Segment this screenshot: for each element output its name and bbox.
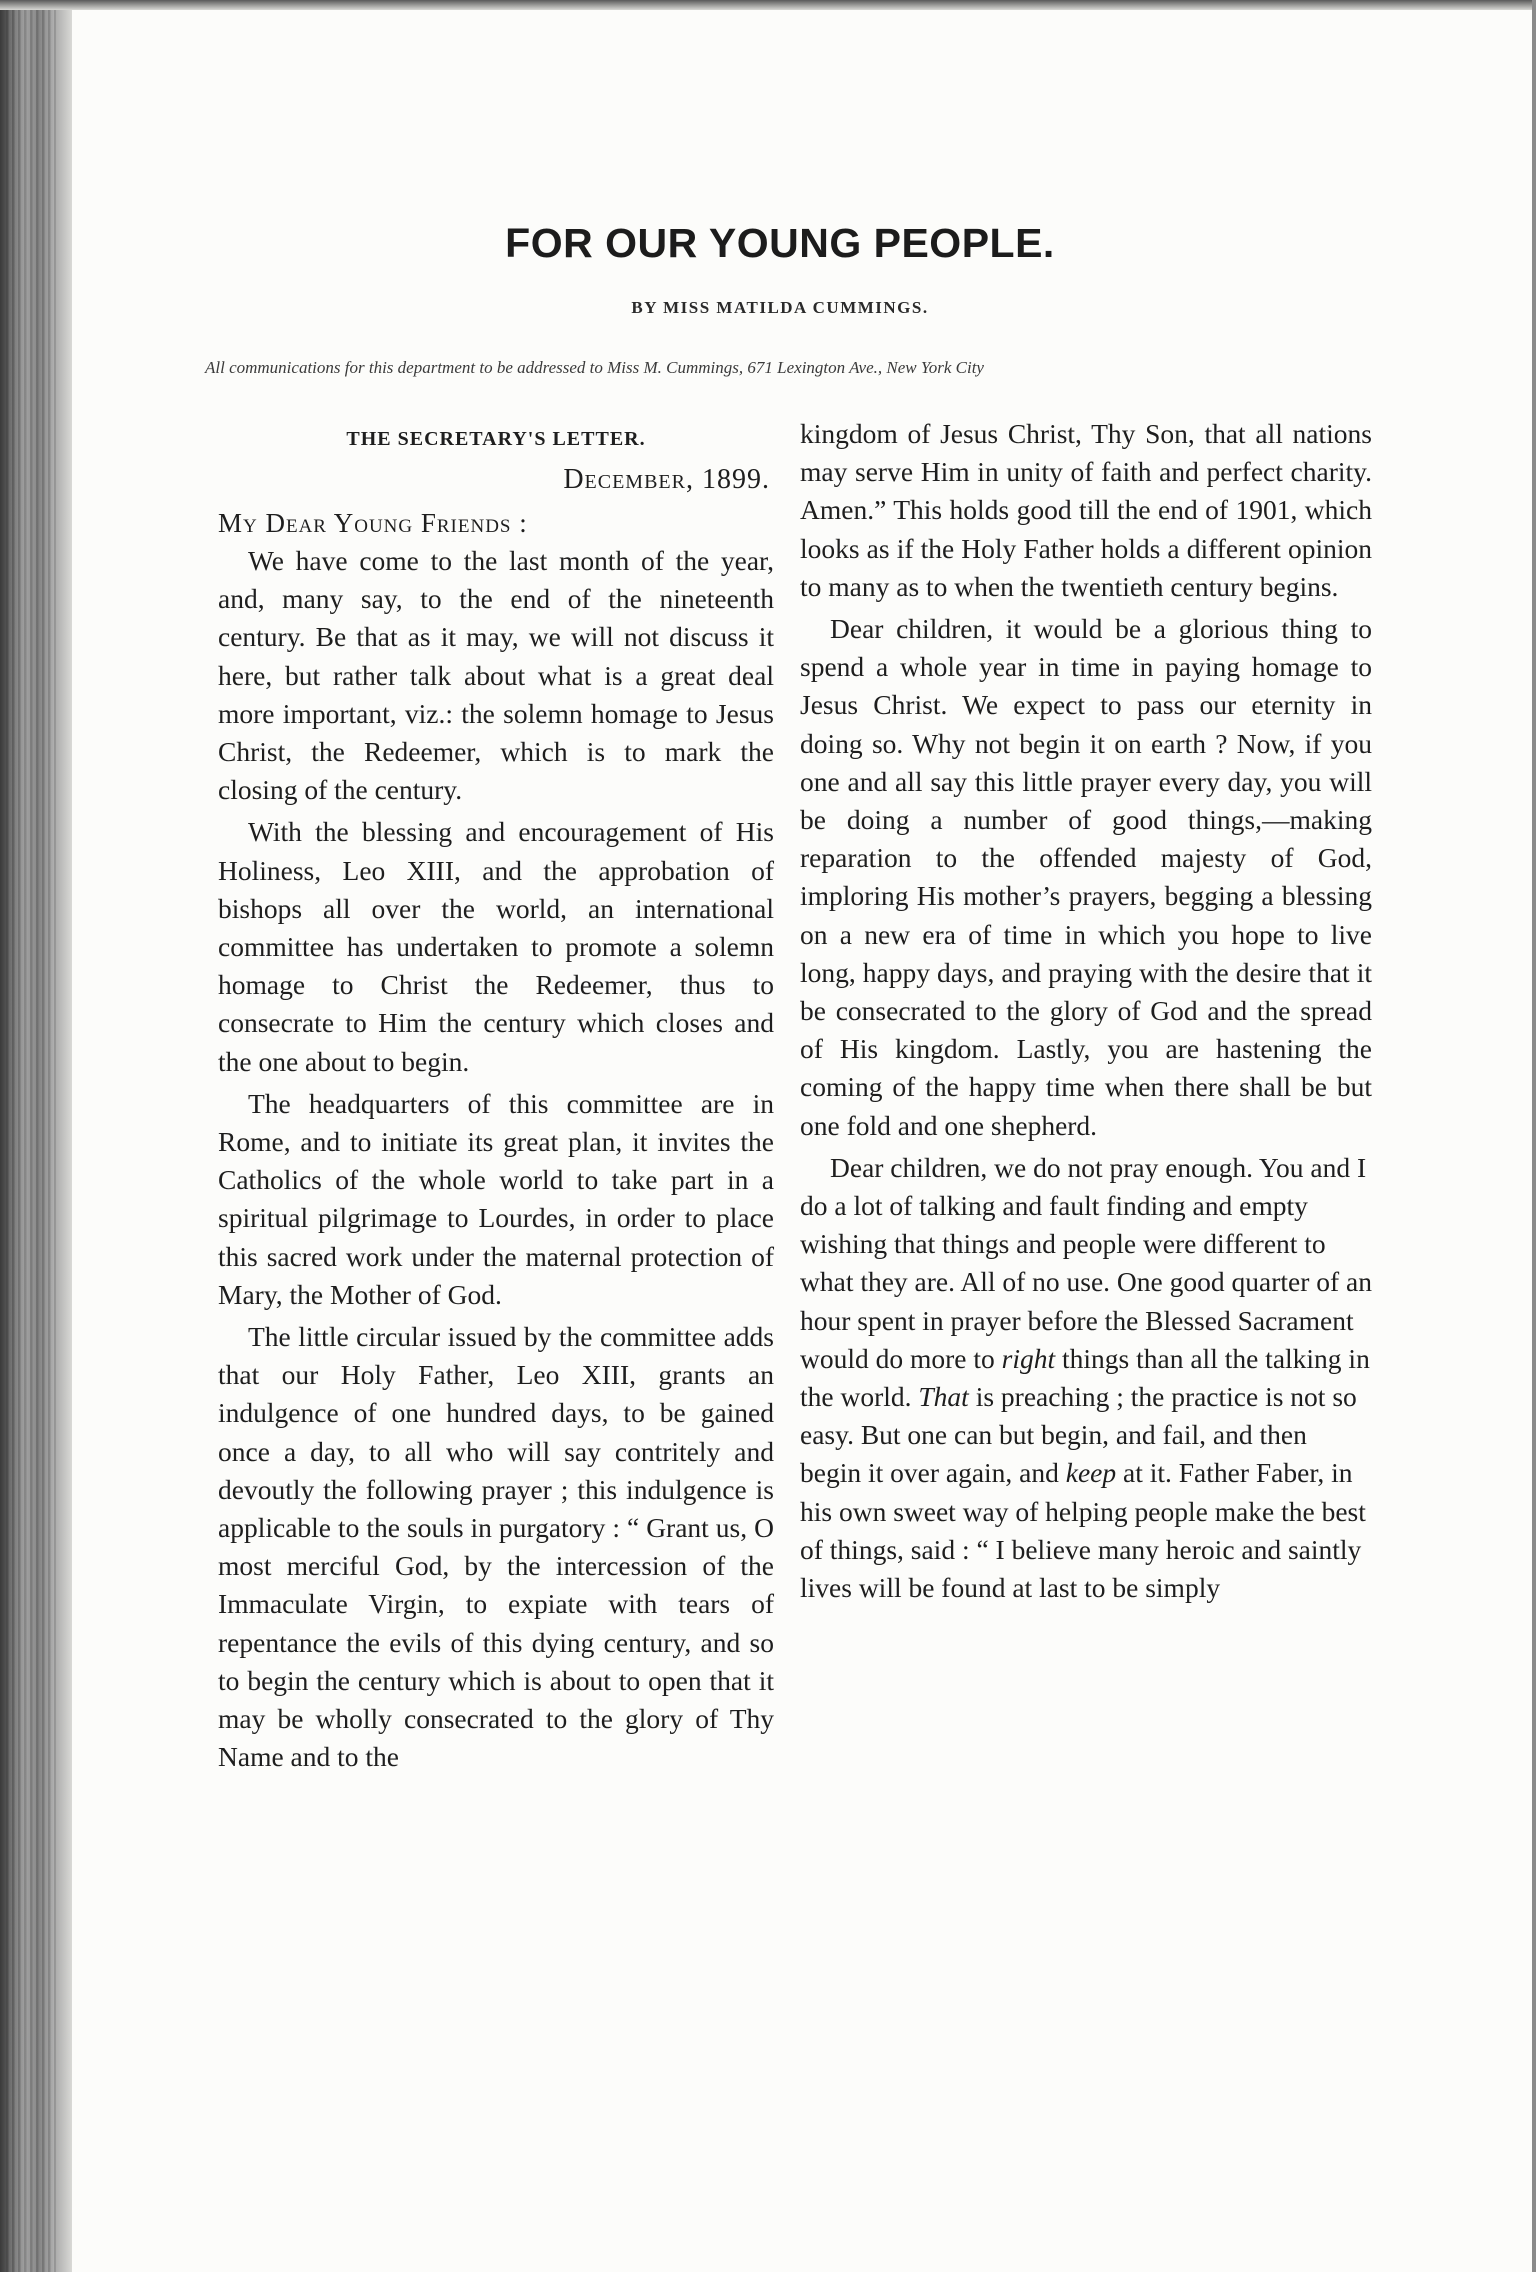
paragraph: The headquarters of this committee are in Rome, and to initiate its great plan, it invites the Catholics of the whole world to take part in a spiritual pilgrimage to Lourdes, in order to place this sacred work under the maternal protection of Mary, the Mother of God. <box>218 1087 774 1310</box>
letter-date: December, 1899. <box>563 464 770 495</box>
italic-run: That <box>918 1381 969 1413</box>
page-title: FOR OUR YOUNG PEOPLE. <box>505 220 1055 266</box>
paragraph: With the blessing and encouragement of His Holiness, Leo XIII, and the approbation of bishops all over the world, an international committee has undertaken to promote a solemn homage to Christ the Redeemer, thus to consecrate to Him the century which closes and the one about to begin. <box>218 816 774 1077</box>
text-run: things than all the talking in the world. <box>800 1342 1370 1413</box>
letter-salutation: My Dear Young Friends : <box>218 508 528 538</box>
text-run: Dear children, we do not pray enough. You and I do a lot of talking and fault finding and empty wishing that things and people were different to what they are. All of no use. One good quarter of an hour spent in prayer before the Blessed Sacrament would do more to <box>800 1151 1372 1374</box>
paragraph: We have come to the last month of the year, and, many say, to the end of the nineteenth century. Be that as it may, we will not discuss it here, but rather talk about what is a great deal more important, viz.: the solemn homage to Jesus Christ, the Redeemer, which is to mark the closing of the century. <box>218 545 774 806</box>
text-run: is preaching ; the practice is not so easy. But one can but begin, and fail, and then begin it over again, and <box>800 1381 1357 1489</box>
binding-texture <box>6 0 56 2272</box>
paragraph: Dear children, it would be a glorious thing to spend a whole year in time in paying homage to Jesus Christ. We expect to pass our eternity in doing so. Why not begin it on earth ? Now, if you one and all say this little prayer every day, you will be doing a number of good things,—making reparation to the offended majesty of God, imploring His mother’s prayers, begging a blessing on a new era of time in which you hope to live long, happy days, and praying with the desire that it be consecrated to the glory of God and the spread of His kingdom. Lastly, you are hastening the coming of the happy time when there shall be but one fold and one shepherd. <box>800 613 1372 1141</box>
right-column <box>800 415 1372 1611</box>
left-column <box>218 418 774 1781</box>
paragraph: The little circular issued by the committee adds that our Holy Father, Leo XIII, grants an indulgence of one hundred days, to be gained once a day, to all who will say contritely and devoutly the following prayer ; this indulgence is applicable to the souls in purgatory : “ Grant us, O most merciful God, by the intercession of the Immaculate Virgin, to expiate with tears of repentance the evils of this dying century, and so to begin the century which is about to open that it may be wholly consecrated to the glory of Thy Name and to the <box>218 1321 774 1773</box>
paragraph <box>800 1149 1372 1607</box>
letter-heading: THE SECRETARY'S LETTER. <box>346 428 646 450</box>
text-run: at it. Father Faber, in his own sweet way of helping people make the best of things, said : “ I believe many heroic and saintly lives will be found at last to be simply <box>800 1457 1366 1604</box>
author-byline: BY MISS MATILDA CUMMINGS. <box>631 298 929 317</box>
address-notice: All communications for this department to be addressed to Miss M. Cummings, 671 Lexington Ave., New York City <box>205 358 984 377</box>
page-right-edge <box>1532 0 1536 2272</box>
italic-run: keep <box>1065 1457 1117 1489</box>
italic-run: right <box>1001 1342 1056 1374</box>
page-top-edge <box>0 0 1536 10</box>
paragraph: kingdom of Jesus Christ, Thy Son, that all nations may serve Him in unity of faith and perfect charity. Amen.” This holds good till the end of 1901, which looks as if the Holy Father holds a different opinion to many as to when the twentieth century begins. <box>800 418 1372 602</box>
